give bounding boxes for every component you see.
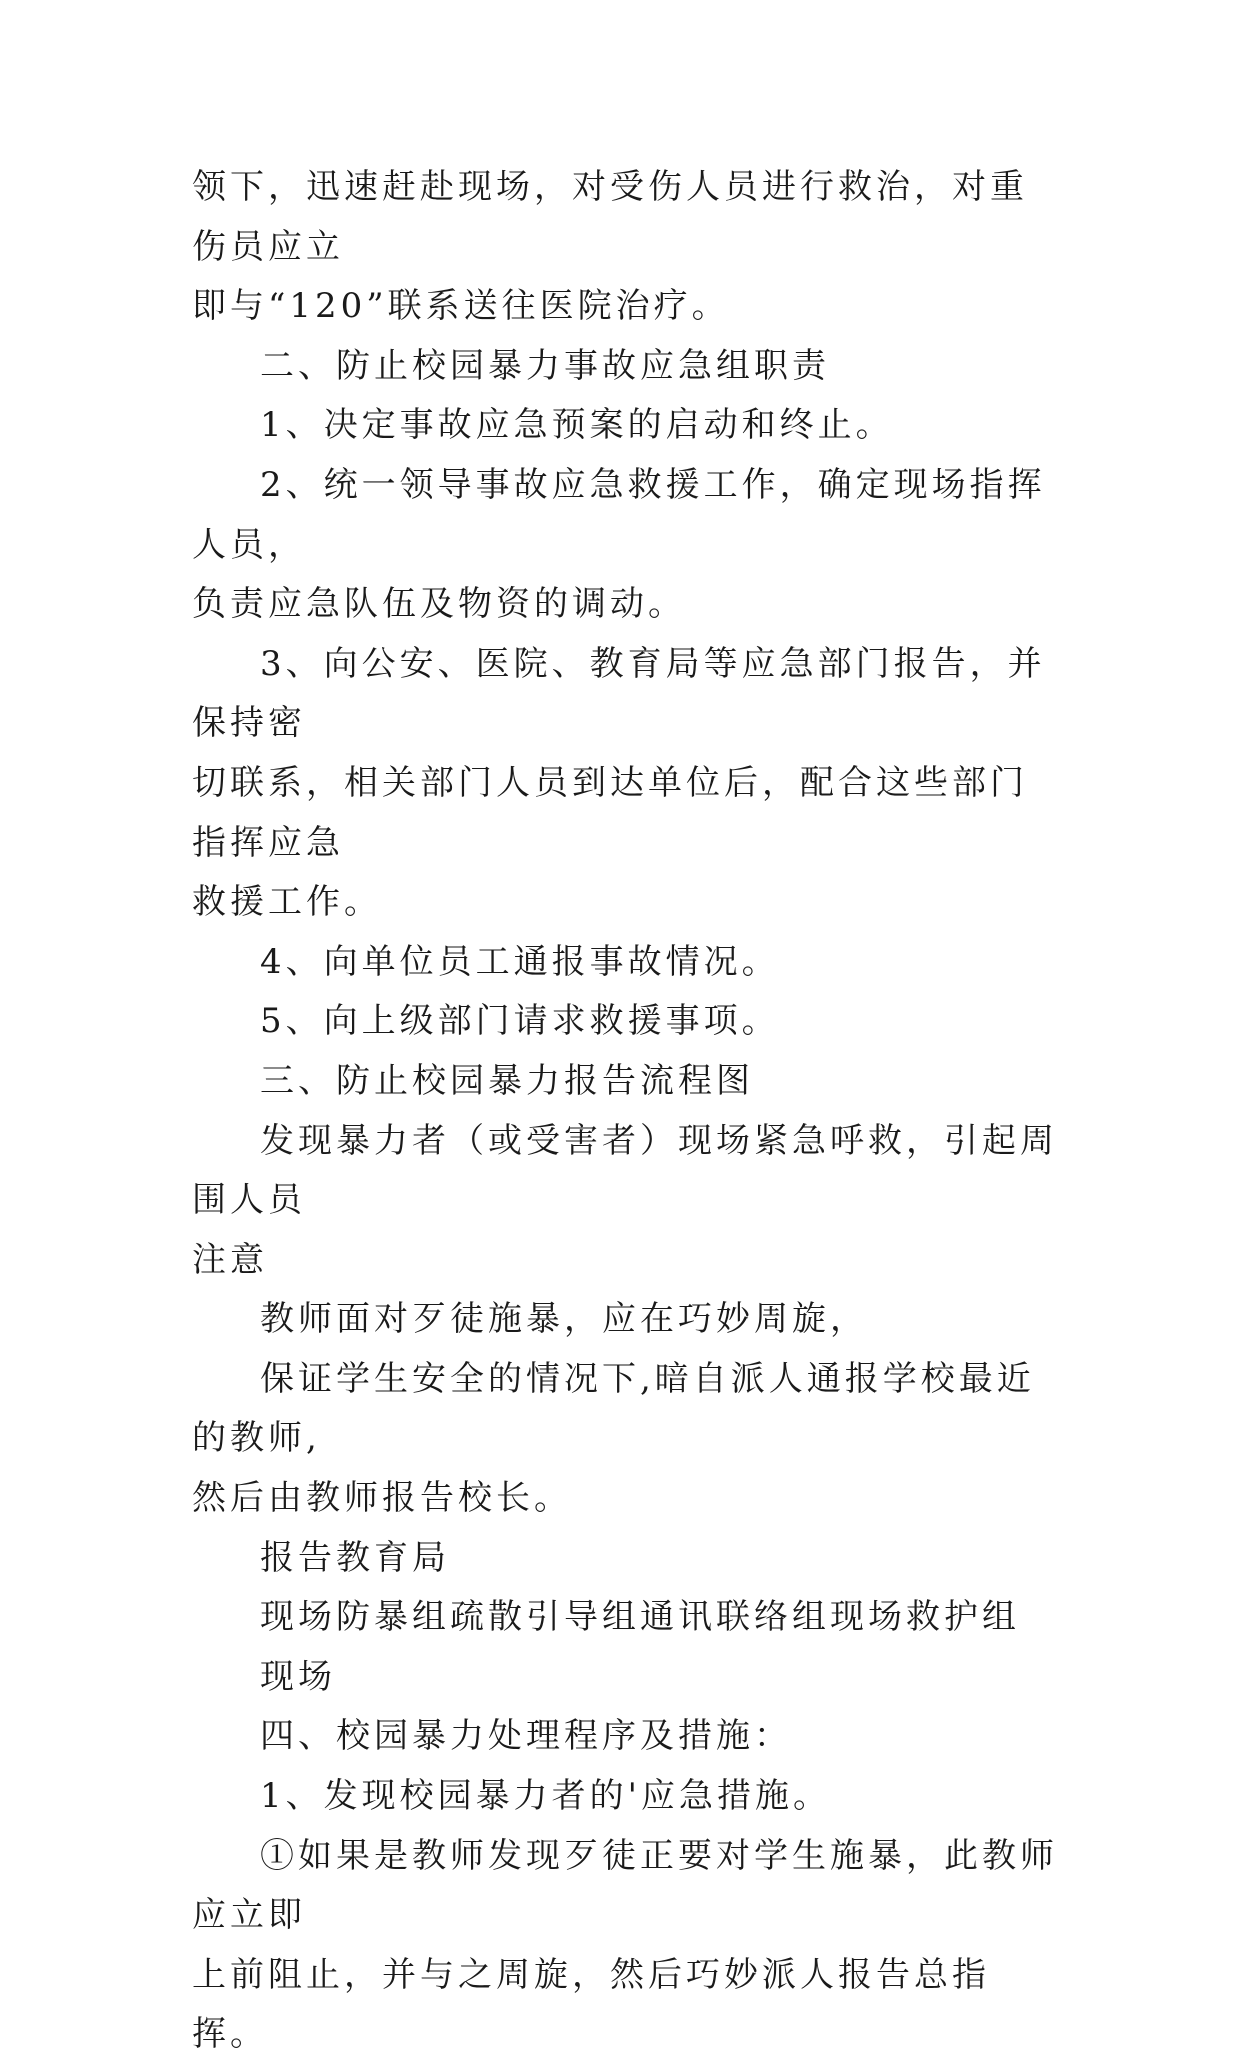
section-heading: 四、校园暴力处理程序及措施： bbox=[260, 1716, 792, 1757]
list-item: 1、发现校园暴力者的'应急措施。 bbox=[260, 1776, 831, 1817]
list-item: 3、向公安、医院、教育局等应急部门报告，并保持密 bbox=[192, 643, 1046, 744]
paragraph-line: 切联系，相关部门人员到达单位后，配合这些部门指挥应急 bbox=[192, 762, 1028, 863]
paragraph-line: 保证学生安全的情况下,暗自派人通报学校最近的教师, bbox=[192, 1358, 1035, 1459]
list-item: ①如果是教师发现歹徒正要对学生施暴，此教师应立即 bbox=[192, 1835, 1058, 1936]
paragraph-line: 即与“120”联系送往医院治疗。 bbox=[192, 286, 730, 327]
section-heading: 三、防止校园暴力报告流程图 bbox=[260, 1060, 754, 1101]
document-body bbox=[192, 158, 1062, 2065]
list-item: 5、向上级部门请求救援事项。 bbox=[260, 1001, 780, 1042]
paragraph-line: 报告教育局 bbox=[260, 1537, 450, 1578]
paragraph-line: 注意 bbox=[192, 1239, 268, 1280]
list-item: 1、决定事故应急预案的启动和终止。 bbox=[260, 405, 894, 446]
paragraph-line: 现场防暴组疏散引导组通讯联络组现场救护组 bbox=[260, 1597, 1020, 1638]
paragraph-line: 现场 bbox=[260, 1656, 336, 1697]
list-item: 4、向单位员工通报事故情况。 bbox=[260, 941, 780, 982]
paragraph-line: 上前阻止，并与之周旋，然后巧妙派人报告总指挥。 bbox=[192, 1954, 990, 2055]
paragraph-line: 领下，迅速赶赴现场，对受伤人员进行救治，对重伤员应立 bbox=[192, 167, 1028, 267]
paragraph-line: 负责应急队伍及物资的调动。 bbox=[192, 584, 686, 625]
list-item: 2、统一领导事故应急救援工作，确定现场指挥人员， bbox=[192, 464, 1046, 565]
section-heading: 二、防止校园暴力事故应急组职责 bbox=[260, 345, 830, 386]
paragraph-line: 发现暴力者（或受害者）现场紧急呼救，引起周围人员 bbox=[192, 1120, 1058, 1221]
paragraph-line: 教师面对歹徒施暴，应在巧妙周旋， bbox=[260, 1299, 868, 1340]
paragraph-line: 然后由教师报告校长。 bbox=[192, 1478, 572, 1519]
paragraph-line: 救援工作。 bbox=[192, 882, 382, 923]
